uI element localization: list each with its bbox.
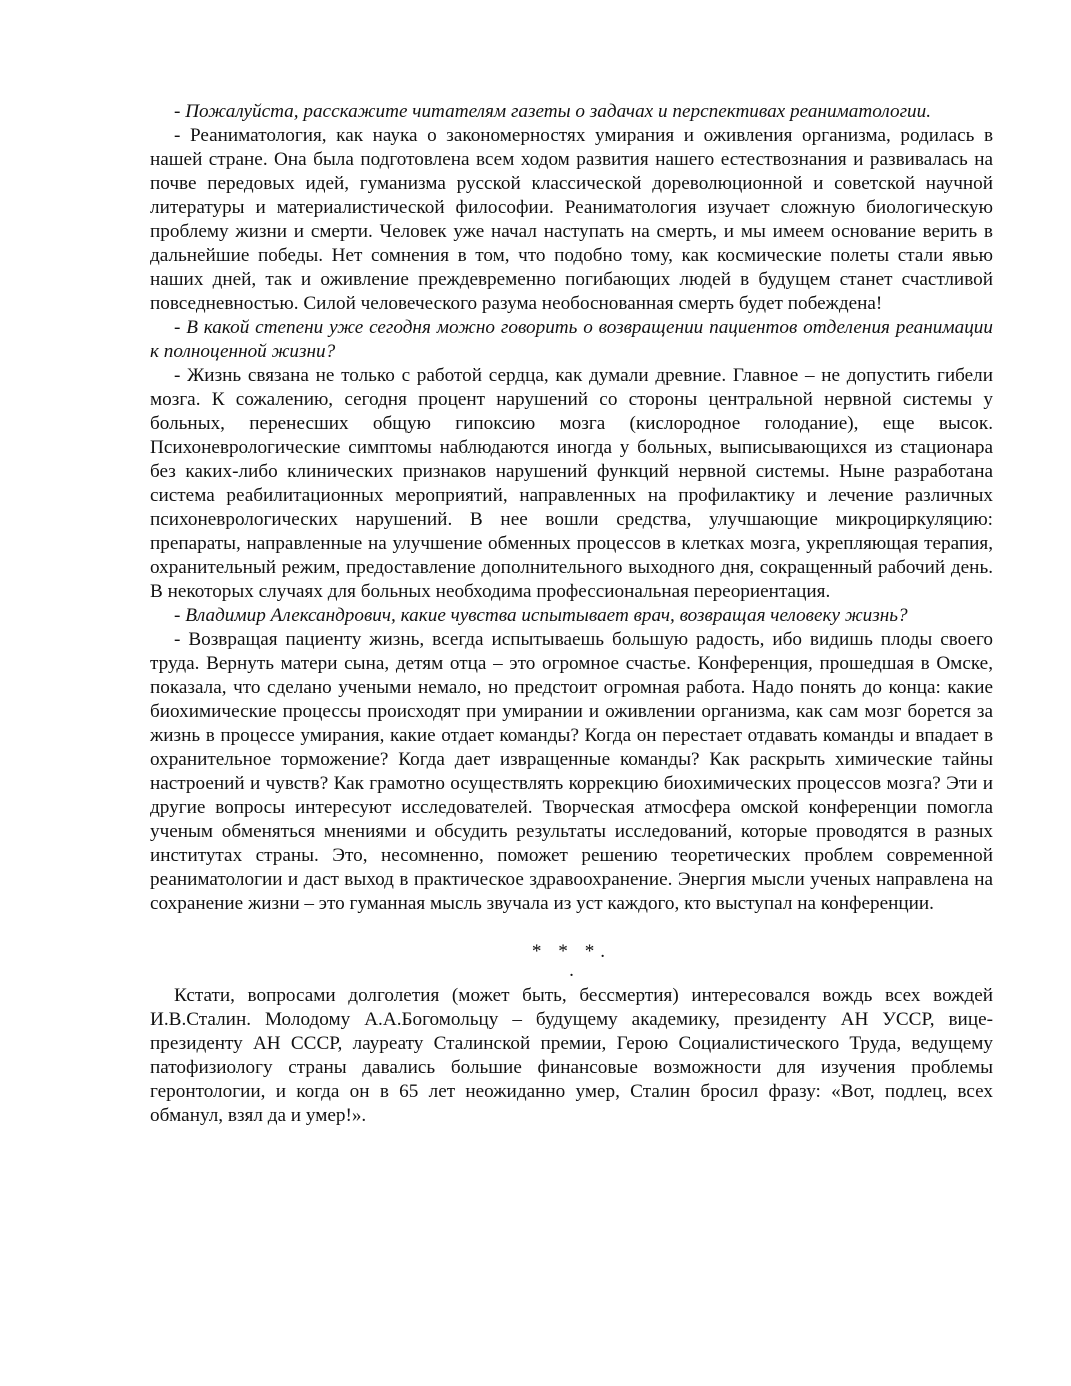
answer-paragraph	[150, 124, 993, 316]
answer-text: Реаниматология, как наука о закономерностях умирания и оживления организма, родилась в нашей стране. Она была подготовлена всем ходом развития нашего естествознания и развивалась на почве передовых идей, гуманизма русской классической дореволюционной и советской научной литературы и материалистической философии. Реаниматология изучает сложную биологическую проблему жизни и смерти. Человек уже начал наступать на смерть, и мы имеем основание верить в дальнейшие победы. Нет сомнения в том, что подобно тому, как космические полеты стали явью наших дней, так и оживление преждевременно погибающих людей в будущем станет счастливой повседневностью. Силой человеческого разума необоснованная смерть будет побеждена!	[150, 125, 994, 314]
question-text: В какой степени уже сегодня можно говорить о возвращении пациентов отделения реанимации к полноценной жизни?	[150, 317, 993, 362]
question-paragraph	[150, 316, 993, 364]
dash: -	[174, 101, 186, 122]
section-separator: * * *.	[531, 941, 612, 962]
dash: -	[174, 629, 189, 650]
dash: -	[174, 605, 186, 626]
answer-paragraph	[150, 628, 993, 916]
separator-dot: .	[569, 960, 574, 981]
question-text: Владимир Александрович, какие чувства испытывает врач, возвращая человеку жизнь?	[185, 605, 908, 626]
question-text: Пожалуйста, расскажите читателям газеты о задачах и перспективах реаниматологии.	[185, 101, 932, 122]
question-paragraph	[150, 604, 993, 628]
question-paragraph	[150, 100, 993, 124]
answer-text: Возвращая пациенту жизнь, всегда испытываешь большую радость, ибо видишь плоды своего труда. Вернуть матери сына, детям отца – это огромное счастье. Конференция, прошедшая в Омске, показала, что сделано учеными немало, но предстоит огромная работа. Надо понять до конца: какие биохимические процессы происходят при умирании и оживлении организма, как сам мозг борется за жизнь в процессе умирания, какие отдает команды? Когда он перестает отдавать команды и впадает в охранительное торможение? Когда дает извращенные команды? Как раскрыть химические тайны настроений и чувств? Как грамотно осуществлять коррекцию биохимических процессов мозга? Эти и другие вопросы интересуют исследователей. Творческая атмосфера омской конференции помогла ученым обменяться мнениями и обсудить результаты исследований, которые проводятся в разных институтах страны. Это, несомненно, поможет решению теоретических проблем современной реаниматологии и даст выход в практическое здравоохранение. Энергия мысли ученых направлена на сохранение жизни – это гуманная мысль звучала из уст каждого, кто выступал на конференции.	[150, 629, 993, 914]
dash: -	[174, 317, 187, 338]
closing-paragraph: Кстати, вопросами долголетия (может быть, бессмертия) интересовался вождь всех вождей И.В.Сталин. Молодому А.А.Богомольцу – будущему академику, президенту АН УССР, вице-президенту АН СССР, лауреату Сталинской премии, Герою Социалистического Труда, ведущему патофизиологу страны давались большие финансовые возможности для изучения проблемы геронтологии, и когда он в 65 лет неожиданно умер, Сталин бросил фразу: «Вот, подлец, всех обманул, взял да и умер!».	[150, 985, 993, 1126]
answer-text: Жизнь связана не только с работой сердца, как думали древние. Главное – не допустить гибели мозга. К сожалению, сегодня процент нарушений со стороны центральной нервной системы у больных, перенесших общую гипоксию мозга (кислородное голодание), еще высок. Психоневрологические симптомы наблюдаются иногда у больных, выписывающихся из стационара без каких-либо клинических признаков нарушений функций нервной системы. Ныне разработана система реабилитационных мероприятий, направленных на профилактику и лечение различных психоневрологических нарушений. В нее вошли средства, улучшающие микроциркуляцию: препараты, направленные на улучшение обменных процессов в клетках мозга, укрепляющая терапия, охранительный режим, предоставление дополнительного выходного дня, сокращенный рабочий день. В некоторых случаях для больных необходима профессиональная переориентация.	[150, 365, 994, 602]
answer-paragraph	[150, 364, 993, 604]
document-page	[150, 100, 993, 1128]
dash: -	[174, 365, 188, 386]
dash: -	[174, 125, 190, 146]
